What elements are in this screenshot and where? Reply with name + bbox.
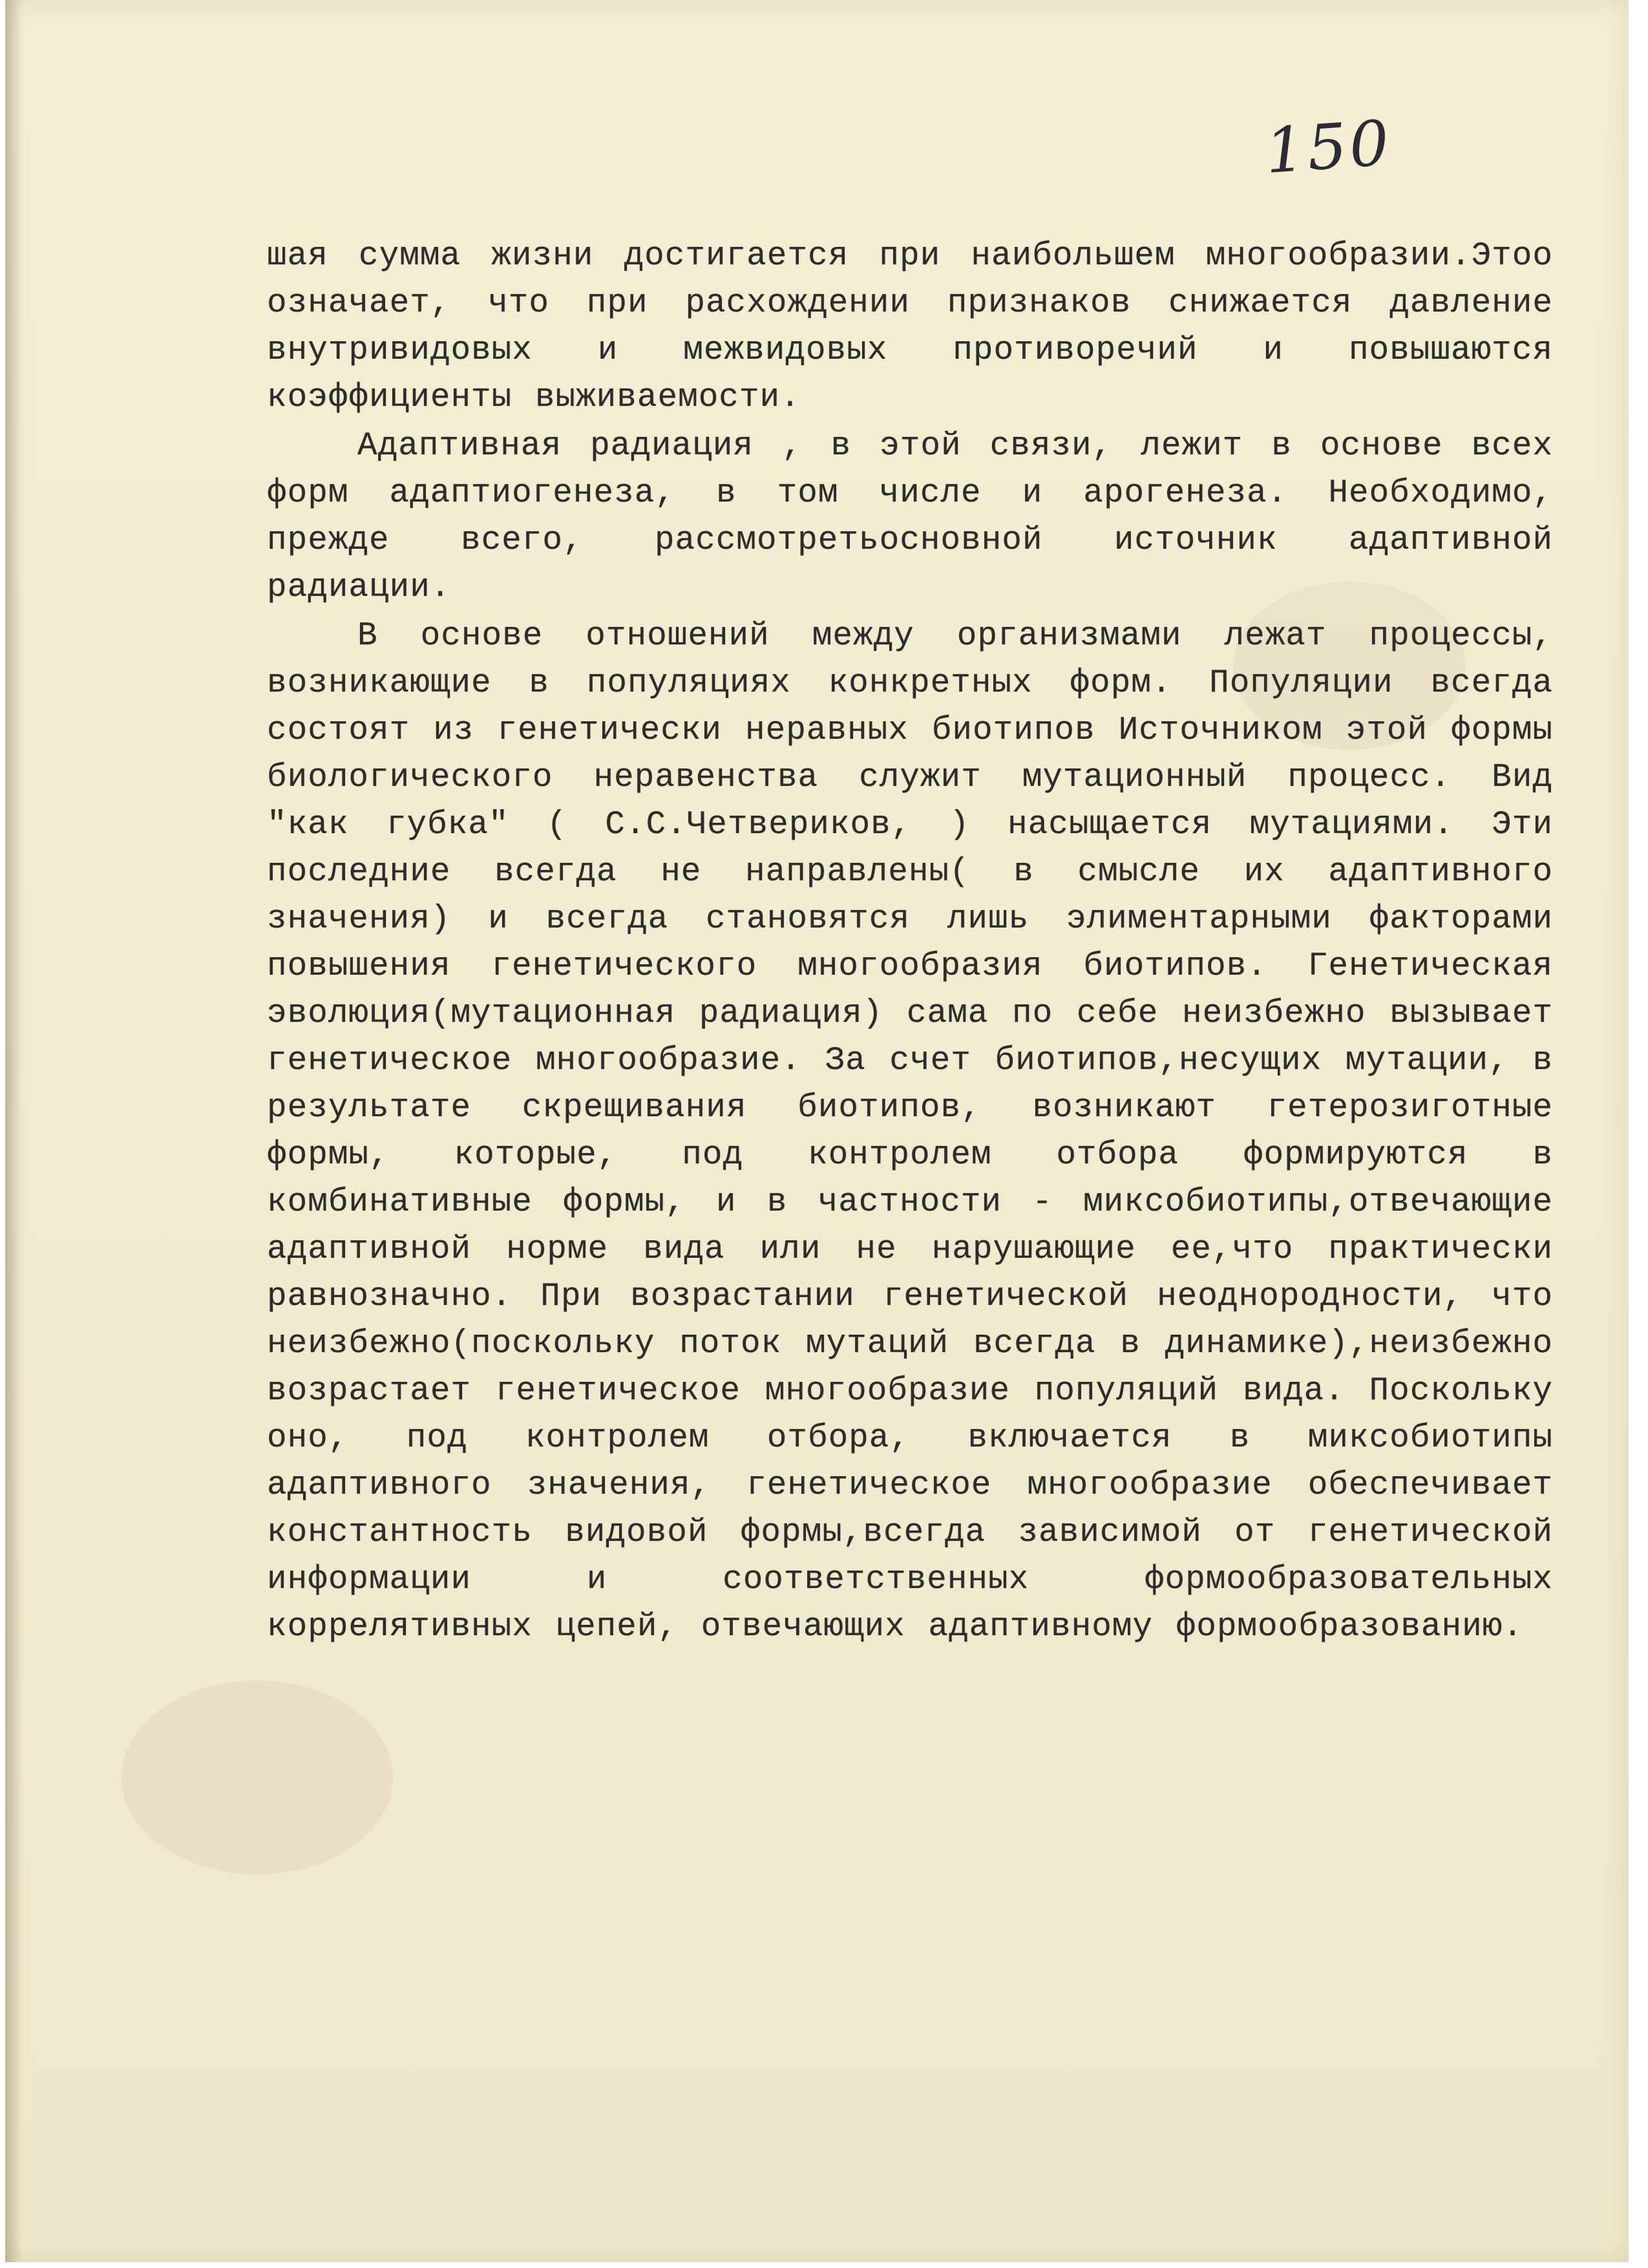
paragraph-2: Адаптивная радиация , в этой связи, лежит в основе всех форм адаптиогенеза, в том числе и арогенеза. Необходимо, прежде всего, рассмотретьосновной источник адаптивной радиации.	[267, 428, 1553, 606]
typed-text-block	[267, 233, 1553, 1651]
paragraph-1: шая сумма жизни достигается при наибольшем многообразии.Этоо означает, что при расхождении признаков снижается давление внутривидовых и межвидовых противоречий и повышаются коэффициенты выживаемости.	[267, 238, 1553, 416]
paper-sheet	[5, 0, 1629, 2262]
paper-stain	[121, 1680, 393, 1874]
paragraph-3: В основе отношений между организмами лежат процессы, возникающие в популяциях конкретных форм. Популяции всегда состоят из генетически неравных биотипов Источником этой формы биологического неравенства служит мутационный процесс. Вид "как губка" ( С.С.Четвериков, ) насыщается мутациями. Эти последние всегда не направлены( в смысле их адаптивного значения) и всегда становятся лишь элиментарными факторами повышения генетического многообразия биотипов. Генетическая эволюция(мутационная радиация) сама по себе неизбежно вызывает генетическое многообразие. За счет биотипов,несущих мутации, в результате скрещивания биотипов, возникают гетерозиготные формы, которые, под контролем отбора формируются в комбинативные формы, и в частности - миксобиотипы,отвечающие адаптивной норме вида или не нарушающие ее,что практически равнозначно. При возрастании генетической неоднородности, что неизбежно(поскольку поток мутаций всегда в динамике),неизбежно возрастает генетическое многообразие популяций вида. Поскольку оно, под контролем отбора, включается в миксобиотипы адаптивного значения, генетическое многообразие обеспечивает константность видовой формы,всегда зависимой от генетической информации и соответственных формообразовательных коррелятивных цепей, отвечающих адаптивному формообразованию.	[267, 618, 1553, 1646]
sheet-left-edge-shadow	[5, 0, 22, 2262]
folio-number: 150	[1263, 106, 1394, 188]
